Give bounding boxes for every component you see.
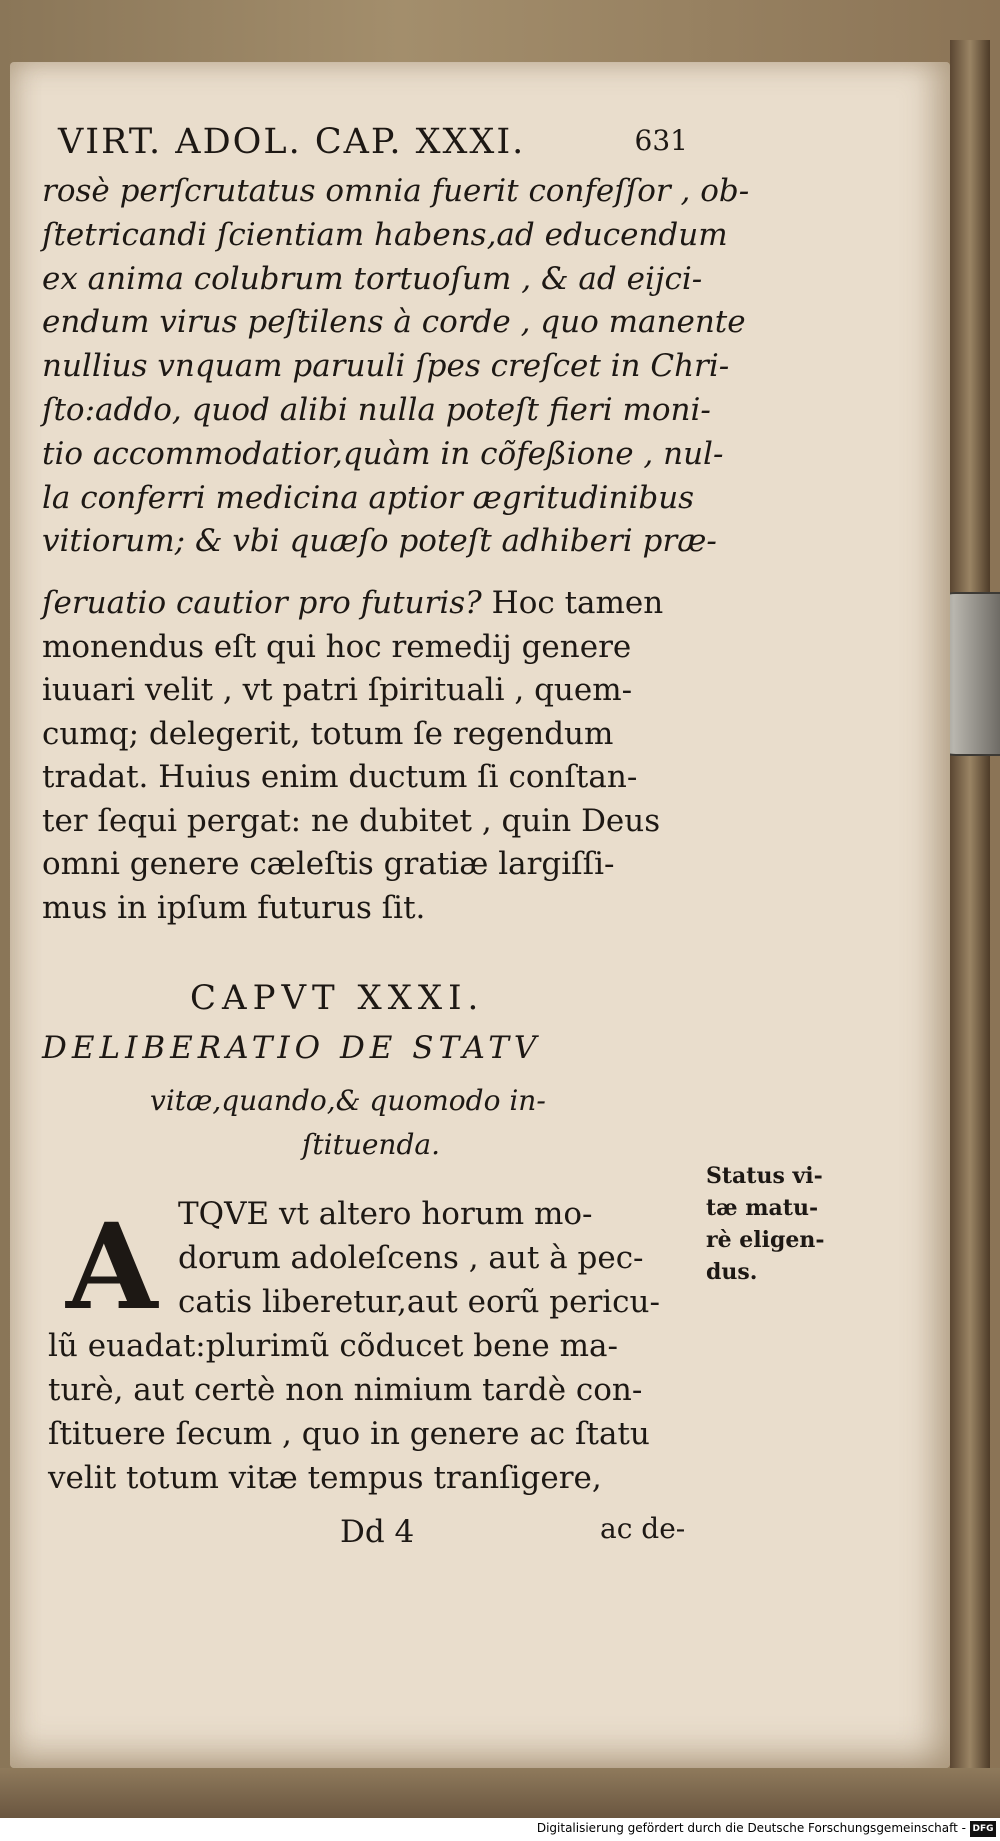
italic-fragment: ſeruatio cautior pro futuris?: [42, 585, 482, 621]
text-line: ſtetricandi ſcientiam habens,ad educendum: [42, 216, 728, 253]
text-line: monendus eſt qui hoc remedij genere: [42, 628, 632, 665]
text-line: ſtituere ſecum , quo in genere ac ſtatu: [48, 1416, 650, 1452]
margin-line: rè eligen-: [706, 1227, 825, 1253]
marginal-note: [706, 1160, 856, 1288]
text-line: omni genere cæleſtis gratiæ largiſſi-: [42, 846, 615, 882]
book-bottom-edge: [0, 1768, 1000, 1818]
body-text-block: [48, 1324, 708, 1500]
roman-text-block: [42, 582, 682, 930]
roman-fragment: Hoc tamen: [481, 585, 664, 621]
text-line: tradat. Huius enim ductum ſi conſtan-: [42, 759, 638, 795]
text-line: ſto:addo, quod alibi nulla poteſt fieri moni-: [42, 391, 711, 428]
text-line: TQVE vt altero horum mo-: [178, 1196, 593, 1232]
catchword: ac de-: [600, 1512, 686, 1545]
text-line: mus in ipſum futurus ſit.: [42, 889, 426, 926]
text-line: turè, aut certè non nimium tardè con-: [48, 1372, 643, 1408]
signature-mark: Dd 4: [340, 1514, 415, 1550]
chapter-title-line-1: DELIBERATIO DE STATV: [42, 1030, 542, 1066]
folio-number: 631: [634, 124, 688, 157]
text-line: cumq; delegerit, totum ſe regendum: [42, 715, 614, 752]
text-line: ter ſequi pergat: ne dubitet , quin Deus: [42, 802, 661, 839]
text-line: lũ euadat:plurimũ cõducet bene ma-: [48, 1328, 618, 1364]
text-line: ex anima colubrum tortuoſum , & ad eijci-: [42, 260, 703, 297]
margin-line: tæ matu-: [706, 1195, 819, 1221]
text-line: iuuari velit , vt patri ſpirituali , quem-: [42, 672, 633, 708]
text-line: rosè perſcrutatus omnia fuerit confeſſor , ob-: [42, 173, 750, 209]
text-line: dorum adoleſcens , aut à pec-: [178, 1240, 644, 1276]
margin-line: dus.: [706, 1259, 758, 1285]
chapter-title-line-2: vitæ,quando,& quomodo in-: [150, 1084, 546, 1117]
chapter-heading: CAPVT XXXI.: [190, 978, 485, 1018]
margin-line: Status vi-: [706, 1163, 823, 1189]
footer-bar: [0, 1818, 1000, 1841]
dropcap-text-block: [178, 1192, 698, 1324]
book-fore-edge: [950, 40, 990, 1800]
text-line: nullius vnquam paruuli ſpes creſcet in Chri-: [42, 348, 730, 385]
text-line: la conferri medicina aptior ægritudinibus: [42, 479, 695, 516]
text-line: velit totum vitæ tempus tranſigere,: [48, 1460, 602, 1496]
running-title: VIRT. ADOL. CAP. XXXI.: [58, 122, 526, 162]
drop-capital: A: [66, 1197, 158, 1336]
text-line: tio accommodatior,quàm in cõfeßione , nul-: [42, 435, 724, 472]
mixed-text-line: [42, 582, 682, 626]
text-line: endum virus peſtilens à corde , quo manente: [42, 304, 746, 341]
funding-credit: Digitalisierung gefördert durch die Deutsche Forschungsgemeinschaft -: [536, 1821, 966, 1835]
text-line: vitiorum; & vbi quæſo poteſt adhiberi præ-: [42, 523, 717, 560]
text-line: catis liberetur,aut eorũ pericu-: [178, 1284, 660, 1320]
dfg-logo: DFG: [970, 1821, 996, 1837]
chapter-title-line-3: ſtituenda.: [302, 1128, 440, 1161]
italic-text-block: [42, 170, 750, 564]
running-header: [58, 122, 688, 162]
